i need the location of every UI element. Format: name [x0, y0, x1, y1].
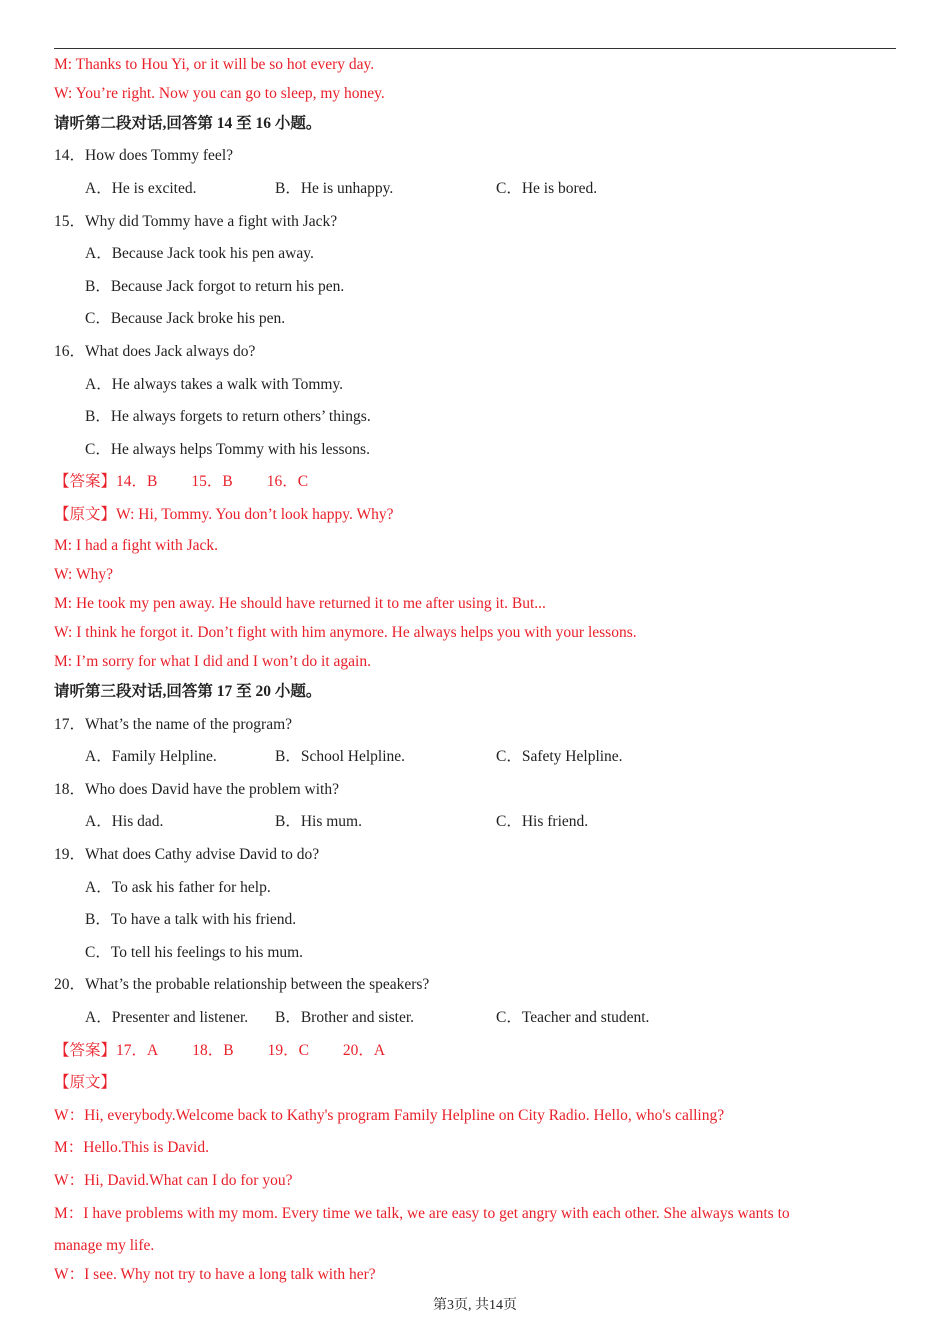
option-c: C．Teacher and student.: [496, 1009, 650, 1026]
question-15: 15．Why did Tommy have a fight with Jack?: [54, 213, 338, 230]
option-b: B．Because Jack forgot to return his pen.: [85, 278, 345, 295]
option-c: C．He is bored.: [496, 180, 598, 197]
option-a: A．To ask his father for help.: [85, 879, 271, 896]
transcript-line: M: He took my pen away. He should have returned it to me after using it. But...: [54, 595, 546, 612]
answer-item: 17．A: [116, 1042, 159, 1059]
transcript-line: W: I think he forgot it. Don’t fight with him anymore. He always helps you with your lessons.: [54, 624, 637, 641]
header-rule: [54, 48, 896, 49]
option-b: B．School Helpline.: [275, 748, 406, 765]
answer-item: 14．B: [116, 473, 158, 490]
option-b: B．Brother and sister.: [275, 1009, 415, 1026]
transcript-line: M：I have problems with my mom. Every time we talk, we are easy to get angry with each other. She always wants to: [54, 1205, 790, 1222]
option-c: C．He always helps Tommy with his lessons.: [85, 441, 370, 458]
transcript-line: W：I see. Why not try to have a long talk with her?: [54, 1266, 376, 1283]
section-heading: 请听第三段对话,回答第 17 至 20 小题。: [54, 683, 322, 700]
transcript-line: M: Thanks to Hou Yi, or it will be so hot every day.: [54, 56, 375, 73]
transcript-line: M: I had a fight with Jack.: [54, 537, 219, 554]
answer-item: 19．C: [267, 1042, 309, 1059]
answer-item: 20．A: [342, 1042, 386, 1059]
question-17: 17．What’s the name of the program?: [54, 716, 293, 733]
question-20: 20．What’s the probable relationship between the speakers?: [54, 976, 430, 993]
answer-line: [54, 472, 308, 492]
option-c: C．To tell his feelings to his mum.: [85, 944, 304, 961]
answer-item: 16．C: [266, 473, 309, 490]
question-18: 18．Who does David have the problem with?: [54, 781, 339, 798]
answer-line: [54, 1041, 385, 1061]
answer-tag: 【答案】: [54, 1042, 117, 1059]
question-19: 19．What does Cathy advise David to do?: [54, 846, 320, 863]
option-a: A．Presenter and listener.: [85, 1009, 249, 1026]
option-a: A．He always takes a walk with Tommy.: [85, 376, 344, 393]
option-c: C．His friend.: [496, 813, 589, 830]
source-tag: 【原文】: [54, 1074, 117, 1091]
option-b: B．To have a talk with his friend.: [85, 911, 297, 928]
source-first-line: W: Hi, Tommy. You don’t look happy. Why?: [116, 506, 394, 523]
option-c: C．Because Jack broke his pen.: [85, 310, 286, 327]
source-line: [54, 505, 394, 525]
option-a: A．His dad.: [85, 813, 164, 830]
transcript-line: M: I’m sorry for what I did and I won’t do it again.: [54, 653, 371, 670]
transcript-line: W: Why?: [54, 566, 113, 583]
source-tag: 【原文】: [54, 506, 117, 523]
option-a: A．Family Helpline.: [85, 748, 217, 765]
transcript-line: W：Hi, everybody.Welcome back to Kathy's program Family Helpline on City Radio. Hello, who's calling?: [54, 1107, 725, 1124]
answer-item: 15．B: [191, 473, 233, 490]
option-c: C．Safety Helpline.: [496, 748, 623, 765]
option-b: B．He always forgets to return others’ things.: [85, 408, 371, 425]
transcript-line: manage my life.: [54, 1237, 155, 1254]
option-a: A．Because Jack took his pen away.: [85, 245, 314, 262]
option-a: A．He is excited.: [85, 180, 197, 197]
option-b: B．He is unhappy.: [275, 180, 394, 197]
answer-item: 18．B: [192, 1042, 234, 1059]
transcript-line: W: You’re right. Now you can go to sleep, my honey.: [54, 85, 385, 102]
page-footer: 第3页, 共14页: [433, 1298, 517, 1313]
section-heading: 请听第二段对话,回答第 14 至 16 小题。: [54, 115, 322, 132]
transcript-line: M：Hello.This is David.: [54, 1139, 209, 1156]
answer-tag: 【答案】: [54, 473, 117, 490]
question-16: 16．What does Jack always do?: [54, 343, 256, 360]
transcript-line: W：Hi, David.What can I do for you?: [54, 1172, 293, 1189]
question-14: 14．How does Tommy feel?: [54, 147, 233, 164]
option-b: B．His mum.: [275, 813, 362, 830]
